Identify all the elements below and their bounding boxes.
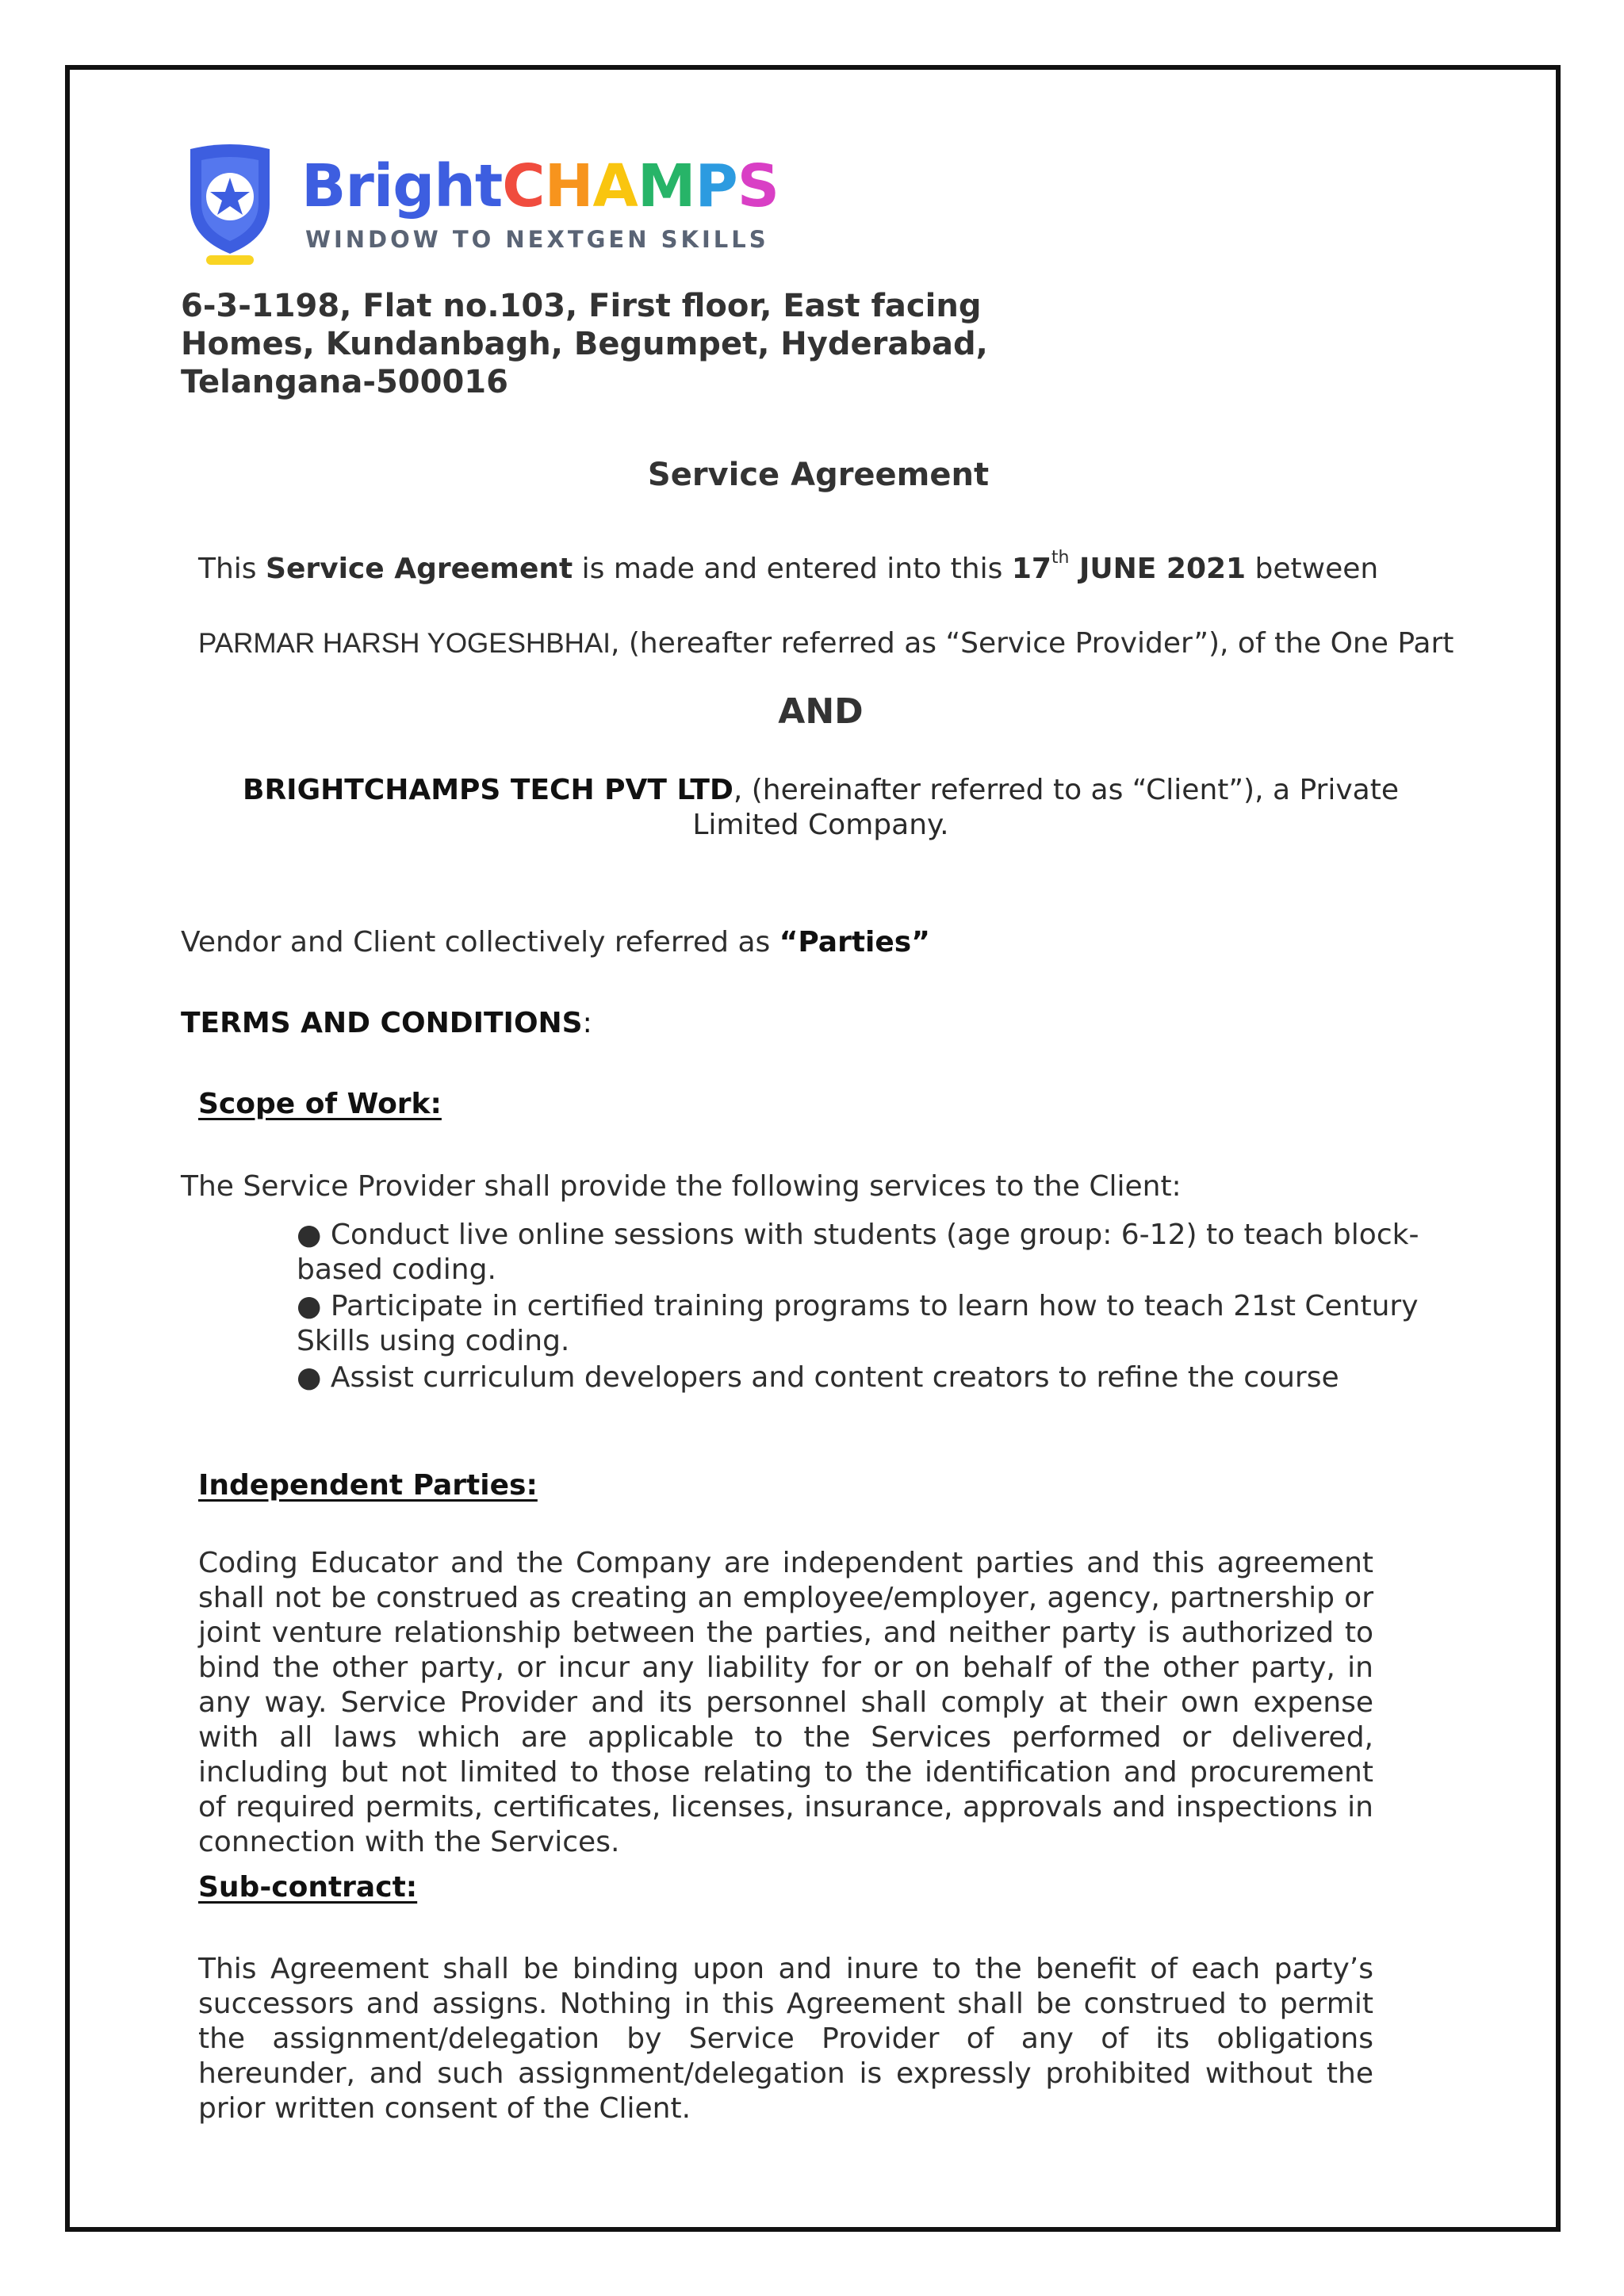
subcontract-paragraph: This Agreement shall be binding upon and inure to the benefit of each party’s successors and assigns. Nothing in this Agreement shall be construed to permit the assignment/delegation by Service Provider of any of its obligations hereunder, and such assignment/delegation is expressly prohibited without the prior written consent of the Client. [198, 1953, 1373, 2125]
scope-heading: Scope of Work: [198, 1088, 442, 1120]
and-separator: AND [778, 691, 864, 732]
document-title: Service Agreement [647, 457, 990, 493]
intro-line: This Service Agreement is made and entered into this 17th JUNE 2021 between [198, 548, 1379, 585]
terms-heading: TERMS AND CONDITIONS: [181, 1007, 592, 1039]
address-line: 6-3-1198, Flat no.103, First floor, East facing [181, 288, 982, 324]
provider-name: PARMAR HARSH YOGESHBHAI [198, 628, 611, 659]
client-line: BRIGHTCHAMPS TECH PVT LTD, (hereinafter referred to as “Client”), a Private Limited Company. [243, 774, 1399, 841]
client-name: BRIGHTCHAMPS TECH PVT LTD [243, 774, 733, 806]
scope-intro: The Service Provider shall provide the following services to the Client: [181, 1170, 1182, 1203]
independent-heading: Independent Parties: [198, 1469, 538, 1502]
provider-line: PARMAR HARSH YOGESHBHAI, (hereafter referred as “Service Provider”), of the One Part [198, 627, 1454, 660]
subcontract-heading: Sub-contract: [198, 1871, 418, 1904]
parties-line: Vendor and Client collectively referred as “Parties” [181, 926, 930, 959]
brand-logo-text: BrightCHAMPS [301, 152, 779, 220]
address-line: Homes, Kundanbagh, Begumpet, Hyderabad, [181, 326, 988, 362]
scope-list [297, 1218, 1423, 1397]
shield-star-icon [182, 143, 278, 266]
address-line: Telangana-500016 [181, 364, 508, 400]
list-item: ● Assist curriculum developers and content creators to refine the course [297, 1361, 1339, 1394]
independent-paragraph: Coding Educator and the Company are independent parties and this agreement shall not be construed as creating an employee/employer, agency, partnership or joint venture relationship between the parties, and neither party is authorized to bind the other party, or incur any liability for or on behalf of the other party, in any way. Service Provider and its personnel shall comply at their own expense with all laws which are applicable to the Services performed or delivered, including but not limited to those relating to the identification and procurement of required permits, certificates, licenses, insurance, approvals and inspections in connection with the Services. [198, 1547, 1373, 1858]
list-item: ● Conduct live online sessions with students (age group: 6-12) to teach block-based coding. [297, 1219, 1419, 1286]
brand-tagline: WINDOW TO NEXTGEN SKILLS [305, 226, 769, 253]
company-address [181, 287, 988, 401]
list-item: ● Participate in certified training programs to learn how to teach 21st Century Skills using coding. [297, 1290, 1419, 1357]
